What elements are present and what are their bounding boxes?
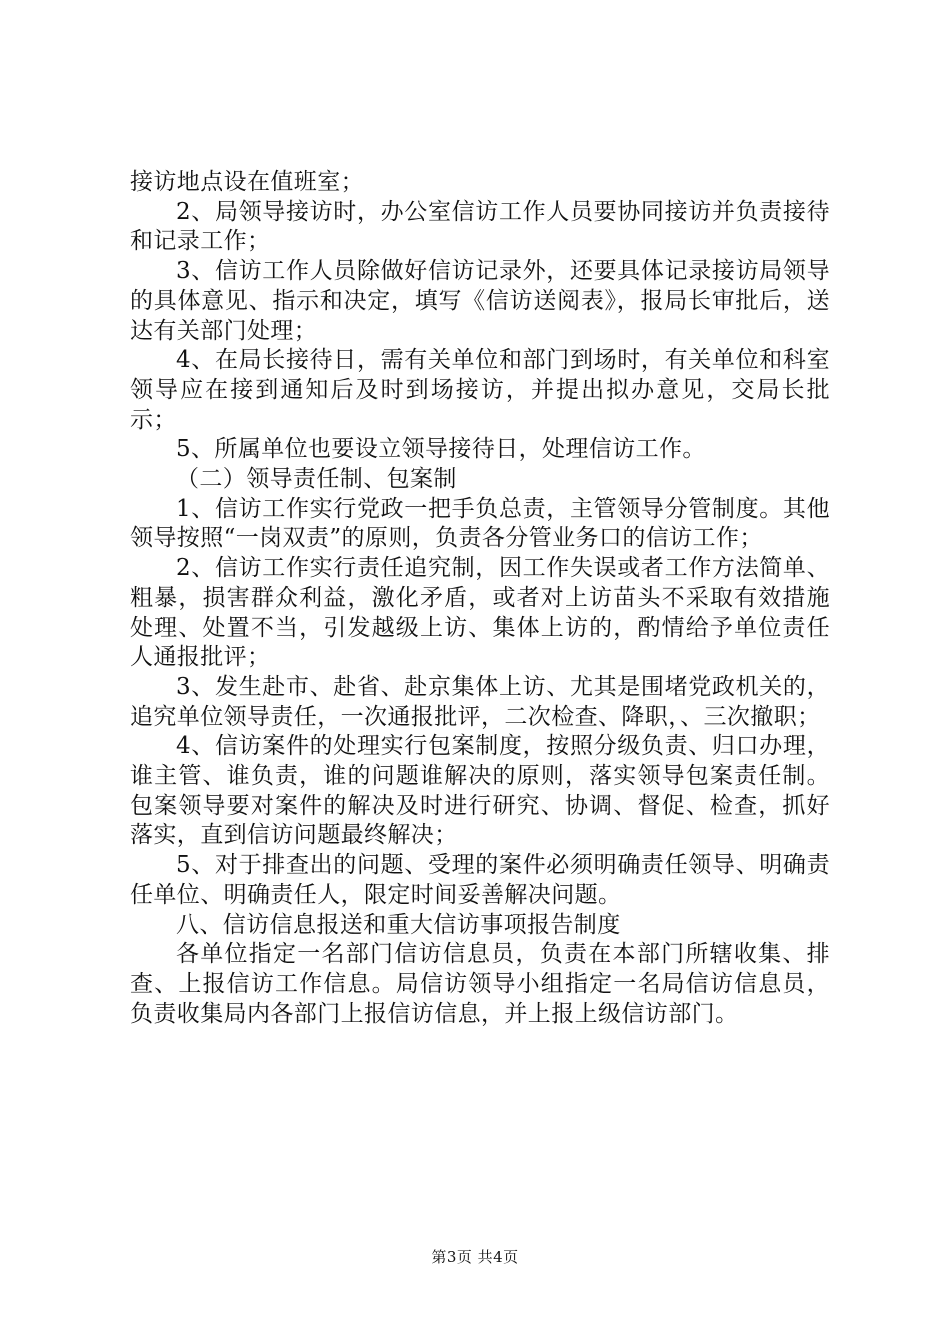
- paragraph-responsibility-1: 1、信访工作实行党政一把手负总责，主管领导分管制度。其他领导按照“一岗双责”的原则，负责各分管业务口的信访工作；: [130, 495, 830, 552]
- paragraph-item-3: 3、信访工作人员除做好信访记录外，还要具体记录接访局领导的具体意见、指示和决定，填写《信访送阅表》，报局长审批后，送达有关部门处理；: [130, 258, 830, 344]
- paragraph-item-2: 2、局领导接访时，办公室信访工作人员要协同接访并负责接待和记录工作；: [130, 198, 830, 255]
- paragraph-continuation: 接访地点设在值班室；: [130, 169, 364, 195]
- paragraph-item-5: 5、所属单位也要设立领导接待日，处理信访工作。: [176, 436, 706, 463]
- paragraph-information-officer: 各单位指定一名部门信访信息员，负责在本部门所辖收集、排查、上报信访工作信息。局信访领导小组指定一名局信访信息员，负责收集局内各部门上报信访信息，并上报上级信访部门。: [130, 941, 830, 1027]
- section-heading-2: （二）领导责任制、包案制: [176, 466, 457, 493]
- paragraph-responsibility-3: 3、发生赴市、赴省、赴京集体上访、尤其是围堵党政机关的，追究单位领导责任，一次通报批评，二次检查、降职，、三次撤职；: [130, 673, 830, 730]
- paragraph-responsibility-2: 2、信访工作实行责任追究制，因工作失误或者工作方法简单、粗暴，损害群众利益，激化矛盾，或者对上访苗头不采取有效措施处理、处置不当，引发越级上访、集体上访的，酌情给予单位责任人通报批评；: [130, 555, 830, 671]
- document-body: [130, 168, 830, 1029]
- paragraph-item-4: 4、在局长接待日，需有关单位和部门到场时，有关单位和科室领导应在接到通知后及时到场接访，并提出拟办意见，交局长批示；: [130, 347, 830, 433]
- page-footer: 第3页 共4页: [431, 1248, 519, 1266]
- paragraph-responsibility-5: 5、对于排查出的问题、受理的案件必须明确责任领导、明确责任单位、明确责任人，限定时间妥善解决问题。: [130, 852, 830, 908]
- section-heading-8: 八、信访信息报送和重大信访事项报告制度: [176, 911, 621, 938]
- paragraph-responsibility-4: 4、信访案件的处理实行包案制度，按照分级负责、归口办理，谁主管、谁负责，谁的问题谁解决的原则，落实领导包案责任制。包案领导要对案件的解决及时进行研究、协调、督促、检查，抓好落实，直到信访问题最终解决；: [130, 733, 830, 849]
